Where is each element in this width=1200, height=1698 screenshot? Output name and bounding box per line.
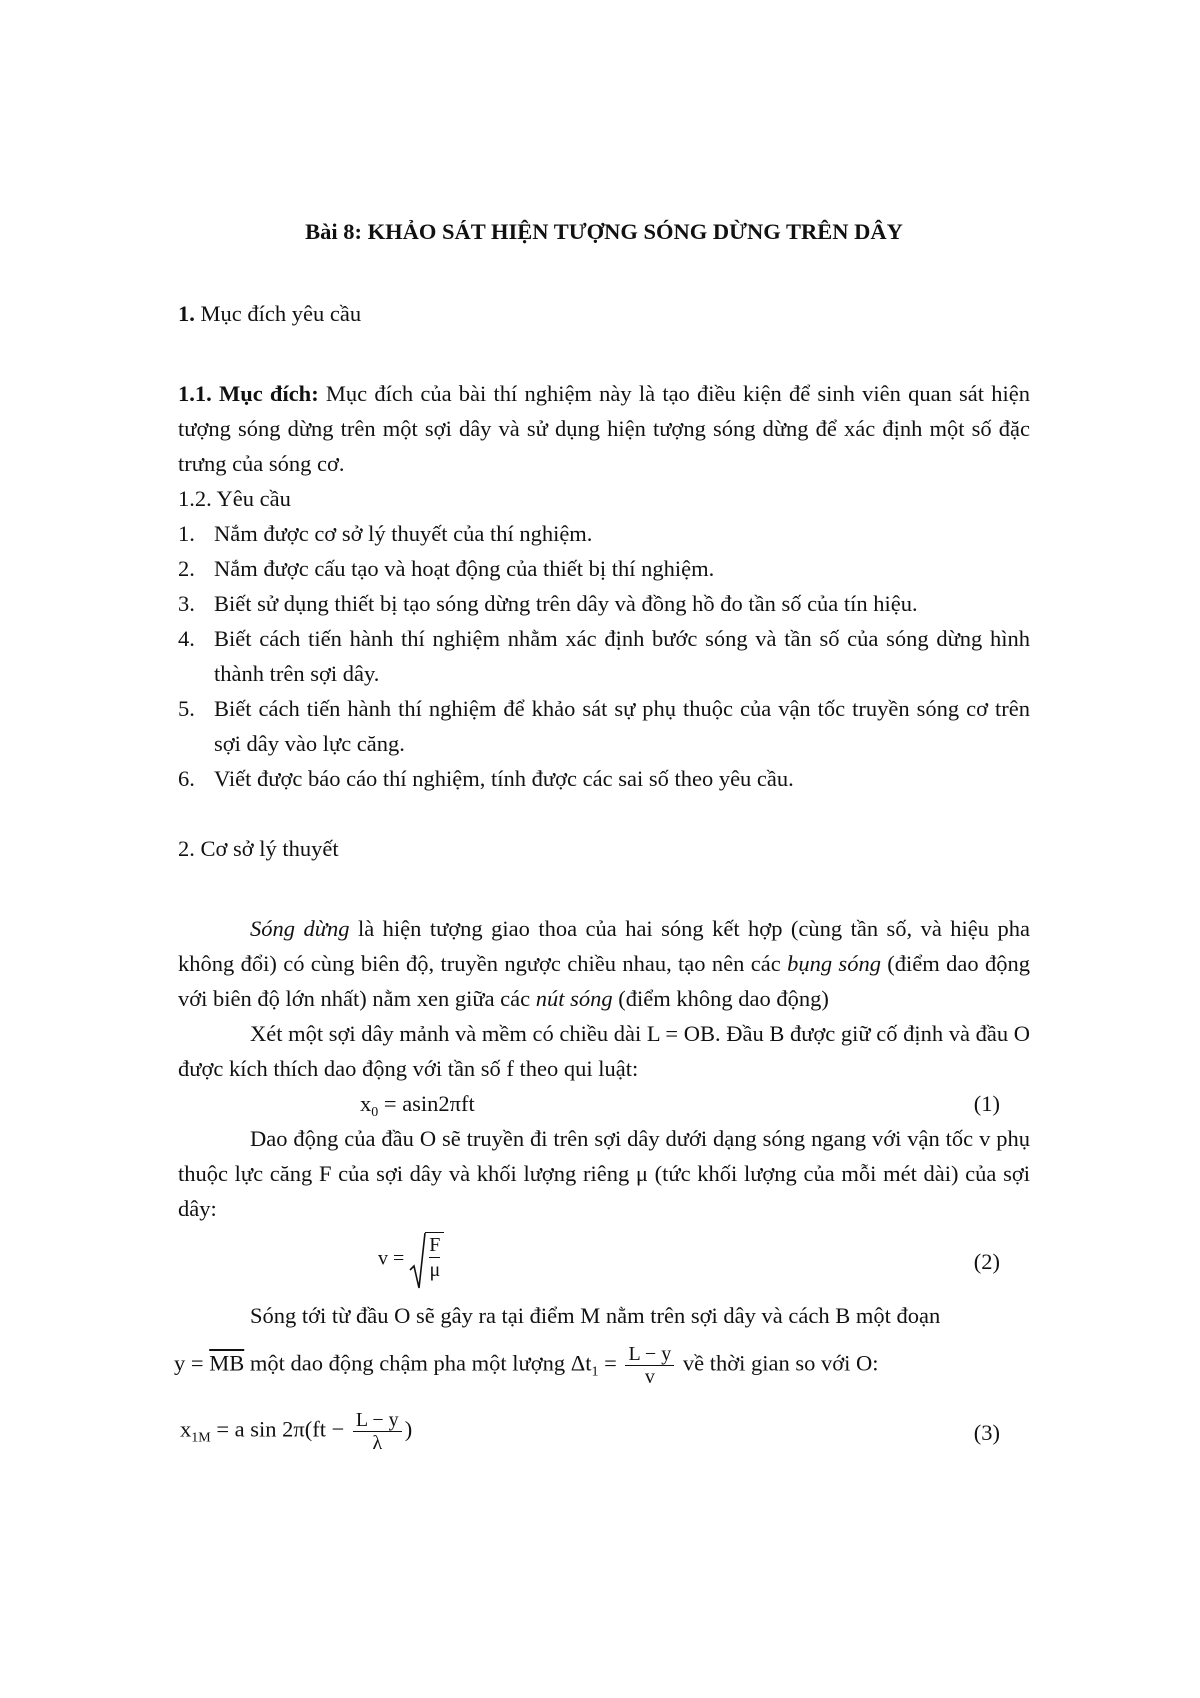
radical-sign-icon <box>409 1232 427 1290</box>
page-title: Bài 8: KHẢO SÁT HIỆN TƯỢNG SÓNG DỪNG TRÊN DÂY <box>305 219 903 244</box>
equation-3-number: (3) <box>973 1420 1000 1445</box>
equation-1: $x_0 = asin2\pi ft$ (1) <box>178 1086 1030 1121</box>
requirements-list <box>178 516 1030 796</box>
document-content <box>174 208 1030 1459</box>
section-1-label: Mục đích yêu cầu <box>194 301 362 326</box>
string-paragraph: Xét một sợi dây mảnh và mềm có chiều dài L = OB. Đầu B được giữ cố định và đầu O được kích thích dao động với tần số f theo qui luật: <box>178 1021 1030 1081</box>
equation-2: v = $\frac{F}{\mu}$ (2) <box>178 1226 1030 1298</box>
section-1-1-label: 1.1. Mục đích: <box>178 381 319 406</box>
equation-3: $x_{1M} = a$ sin 2π(ft − $\frac{L - y}{\lambda}$ ) (3) <box>180 1409 1000 1454</box>
list-item: 6. Viết được báo cáo thí nghiệm, tính được các sai số theo yêu cầu. <box>178 766 794 791</box>
square-root: $\frac{F}{\mu}$ <box>409 1232 444 1286</box>
section-1-number: 1. <box>178 301 195 326</box>
section-1-heading <box>178 296 1030 331</box>
list-item: 5. Biết cách tiến hành thí nghiệm để khảo sát sự phụ thuộc của vận tốc truyền sóng cơ trên sợi dây vào lực căng. <box>178 696 1030 756</box>
delay-fraction: $\frac{L - y}{v}$ <box>625 1343 674 1388</box>
phase-fraction: $\frac{L - y}{\lambda}$ <box>353 1409 402 1454</box>
propagation-paragraph: Dao động của đầu O sẽ truyền đi trên sợi dây dưới dạng sóng ngang với vận tốc v phụ thuộc lực căng F của sợi dây và khối lượng riêng μ (tức khối lượng của mỗi mét dài) của sợi dây: <box>178 1126 1030 1221</box>
list-item: 3. Biết sử dụng thiết bị tạo sóng dừng trên dây và đồng hồ đo tần số của tín hiệu. <box>178 591 918 616</box>
equation-1-number: (1) <box>973 1091 1000 1116</box>
section-1-2-heading: 1.2. Yêu cầu <box>178 486 291 511</box>
section-1-1-paragraph <box>178 376 1030 481</box>
delay-line: $y = \overline{MB}$ một dao động chậm pha một lượng $\Delta t_1$ = $\frac{L - y}{v}$ về thời gian so với O: <box>174 1343 879 1388</box>
incident-wave-paragraph: Sóng tới từ đầu O sẽ gây ra tại điểm M nằm trên sợi dây và cách B một đoạn <box>250 1303 941 1328</box>
list-item: 1. Nắm được cơ sở lý thuyết của thí nghiệm. <box>178 521 593 546</box>
standing-wave-paragraph: Sóng dừng là hiện tượng giao thoa của hai sóng kết hợp (cùng tần số, và hiệu pha không đổi) có cùng biên độ, truyền ngược chiều nhau, tạo nên các bụng sóng (điểm dao động với biên độ lớn nhất) nằm xen giữa các nút sóng (điểm không dao động) <box>178 916 1030 1011</box>
list-item: 2. Nắm được cấu tạo và hoạt động của thiết bị thí nghiệm. <box>178 556 715 581</box>
list-item: 4. Biết cách tiến hành thí nghiệm nhằm xác định bước sóng và tần số của sóng dừng hình thành trên sợi dây. <box>178 626 1030 686</box>
section-2-heading: 2. Cơ sở lý thuyết <box>178 836 339 861</box>
equation-2-number: (2) <box>973 1249 1000 1274</box>
section-1-1-text: Mục đích của bài thí nghiệm này là tạo điều kiện để sinh viên quan sát hiện tượng sóng dừng trên một sợi dây và sử dụng hiện tượng sóng dừng để xác định một số đặc trưng của sóng cơ. <box>178 381 1030 476</box>
